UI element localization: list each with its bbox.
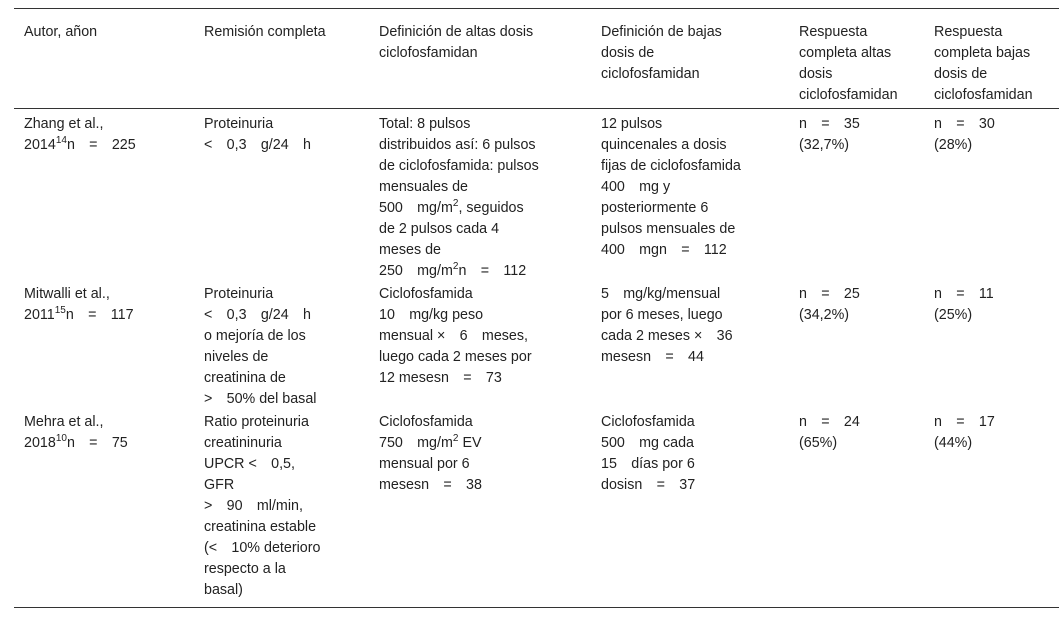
cell-low-dose: Ciclofosfamida 500 mg cada 15 días por 6 dosisn = 37 [601, 414, 696, 493]
header-high-dose-response: Respuesta completa altas dosis ciclofosfamidan [799, 24, 898, 103]
cell-author: Mehra et al., $2018^{10}n$ = 75 [24, 414, 128, 451]
header-low-dose-response: Respuesta completa bajas dosis de ciclofosfamidan [934, 24, 1033, 103]
table-row [14, 282, 1059, 410]
header-author-year: Autor, añon [24, 24, 98, 40]
cell-high-dose: Ciclofosfamida 10 mg/kg peso mensual × 6 meses, luego cada 2 meses por 12 mesesn = 73 [379, 286, 532, 386]
header-high-dose-definition: Definición de altas dosis ciclofosfamidan [379, 24, 534, 61]
cell-low-dose-response: n = 11 (25%) [934, 286, 994, 323]
cell-high-dose-response: n = 24 (65%) [799, 414, 860, 451]
cell-author: Zhang et al., $2014^{14}n$ = 225 [24, 116, 136, 153]
header-row [14, 9, 1059, 109]
table-row [14, 109, 1059, 283]
cell-remission: Ratio proteinuria creatininuria UPCR < 0,5, GFR > 90 ml/min, creatinina estable (< 10% deterioro respecto a la basal) [204, 414, 321, 598]
cell-author: Mitwalli et al., $2011^{15}n$ = 117 [24, 286, 134, 323]
cell-high-dose-response: n = 35 (32,7%) [799, 116, 860, 153]
table-header [14, 9, 1059, 109]
cell-remission: Proteinuria < 0,3 g/24 h [204, 116, 311, 153]
cell-high-dose: Total: 8 pulsos distribuidos así: 6 pulsos de ciclofosfamida: pulsos mensuales de 500 $mg/m^2$, seguidos de 2 pulsos cada 4 meses de 250 $mg/m^2n$ = 112 [379, 116, 539, 279]
header-low-dose-definition: Definición de bajas dosis de ciclofosfamidan [601, 24, 722, 82]
cell-low-dose-response: n = 30 (28%) [934, 116, 995, 153]
header-complete-remission: Remisión completa [204, 24, 326, 40]
cell-low-dose-response: n = 17 (44%) [934, 414, 995, 451]
cell-high-dose-response: n = 25 (34,2%) [799, 286, 860, 323]
table-body [14, 109, 1059, 608]
cell-low-dose: 5 mg/kg/mensual por 6 meses, luego cada 2 meses × 36 mesesn = 44 [601, 286, 733, 365]
cell-low-dose: 12 pulsos quincenales a dosis fijas de ciclofosfamida 400 mg y posteriormente 6 pulsos mensuales de 400 mgn = 112 [601, 116, 741, 258]
table-row [14, 410, 1059, 608]
cell-high-dose: Ciclofosfamida 750 $mg/m^2$ EV mensual por 6 mesesn = 38 [379, 414, 482, 493]
cell-remission: Proteinuria < 0,3 g/24 h o mejoría de los niveles de creatinina de > 50% del basal [204, 286, 317, 407]
cyclophosphamide-comparison-table [14, 8, 1059, 608]
